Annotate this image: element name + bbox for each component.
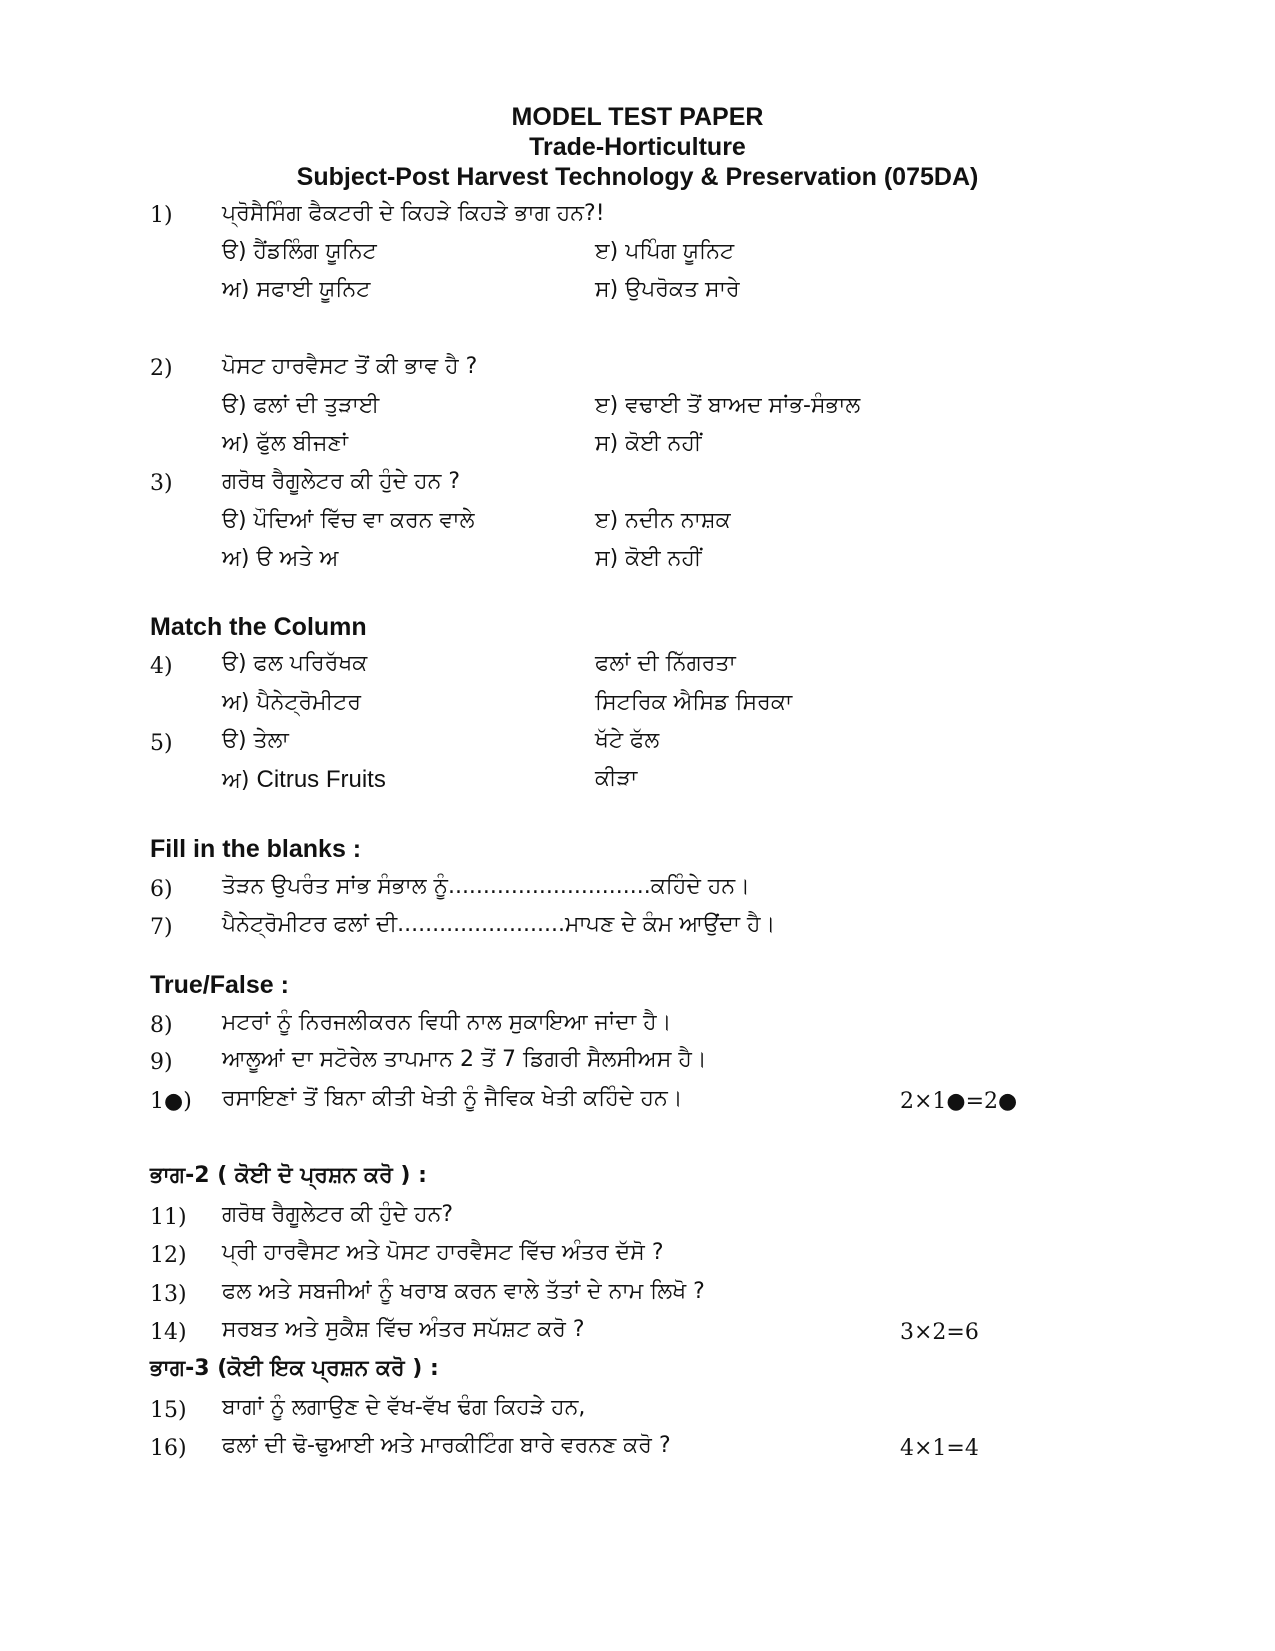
question-text: ਗਰੋਥ ਰੈਗੂਲੇਟਰ ਕੀ ਹੁੰਦੇ ਹਨ ? <box>222 469 461 494</box>
question-number: 16) <box>150 1436 187 1461</box>
question-number: 1●) <box>150 1089 192 1114</box>
question-number: 13) <box>150 1282 187 1307</box>
option-b: ਅ) ੳ ਅਤੇ ਅ <box>222 546 339 571</box>
question-text: ਫਲਾਂ ਦੀ ਢੋ-ਢੁਆਈ ਅਤੇ ਮਾਰਕੀਟਿੰਗ ਬਾਰੇ ਵਰਨਣ ਕਰੋ ? <box>222 1433 671 1458</box>
question-number: 2) <box>150 356 173 381</box>
marks-label: 2×1●=2● <box>900 1089 1018 1114</box>
option-a: ੳ) ਫਲਾਂ ਦੀ ਤੁੜਾਈ <box>222 393 380 418</box>
match-left-item: ਅ) ਪੈਨੇਟ੍ਰੋਮੀਟਰ <box>222 690 362 715</box>
marks-label: 4×1=4 <box>900 1436 979 1461</box>
paper-title: MODEL TEST PAPER <box>511 103 764 131</box>
question-text: ਮਟਰਾਂ ਨੂੰ ਨਿਰਜਲੀਕਰਨ ਵਿਧੀ ਨਾਲ ਸੁਕਾਇਆ ਜਾਂਦਾ ਹੈ। <box>222 1010 672 1035</box>
question-text: ਤੋੜਨ ਉਪਰੰਤ ਸਾਂਭ ਸੰਭਾਲ ਨੂੰ.............................ਕਹਿੰਦੇ ਹਨ। <box>222 874 750 899</box>
match-right-item: ਕੀੜਾ <box>595 766 638 791</box>
section-heading-fill: Fill in the blanks : <box>150 835 362 863</box>
section-heading-match: Match the Column <box>150 613 367 641</box>
question-text: ਫਲ ਅਤੇ ਸਬਜੀਆਂ ਨੂੰ ਖਰਾਬ ਕਰਨ ਵਾਲੇ ਤੱਤਾਂ ਦੇ ਨਾਮ ਲਿਖੋ ? <box>222 1279 705 1304</box>
citrus-fruits-label: Citrus Fruits <box>256 766 386 793</box>
option-c: ੲ) ਪਪਿੰਗ ਯੂਨਿਟ <box>595 239 735 264</box>
question-text: ਬਾਗਾਂ ਨੂੰ ਲਗਾਉਣ ਦੇ ਵੱਖ-ਵੱਖ ਢੰਗ ਕਿਹੜੇ ਹਨ, <box>222 1395 586 1420</box>
section-heading-part3: ਭਾਗ-3 (ਕੋਈ ਇਕ ਪ੍ਰਸ਼ਨ ਕਰੋ ) : <box>150 1356 439 1381</box>
match-right-item: ਫਲਾਂ ਦੀ ਨਿੱਗਰਤਾ <box>595 651 736 676</box>
option-b: ਅ) ਸਫਾਈ ਯੂਨਿਟ <box>222 277 371 302</box>
option-a: ੳ) ਪੌਦਿਆਂ ਵਿੱਚ ਵਾ ਕਰਨ ਵਾਲੇ <box>222 508 475 533</box>
question-number: 7) <box>150 915 173 940</box>
question-number: 3) <box>150 471 173 496</box>
question-number: 12) <box>150 1243 187 1268</box>
option-c: ੲ) ਵਢਾਈ ਤੋਂ ਬਾਅਦ ਸਾਂਭ-ਸੰਭਾਲ <box>595 393 861 418</box>
question-number: 9) <box>150 1050 173 1075</box>
match-left-item: ੳ) ਤੇਲਾ <box>222 728 289 753</box>
question-text: ਰਸਾਇਣਾਂ ਤੋਂ ਬਿਨਾ ਕੀਤੀ ਖੇਤੀ ਨੂੰ ਜੈਵਿਕ ਖੇਤੀ ਕਹਿੰਦੇ ਹਨ। <box>222 1086 683 1111</box>
section-heading-truefalse: True/False : <box>150 971 289 999</box>
option-d: ਸ) ਕੋਈ ਨਹੀਂ <box>595 546 702 571</box>
question-number: 15) <box>150 1398 187 1423</box>
option-prefix: ਅ) <box>222 768 257 793</box>
question-text: ਸਰਬਤ ਅਤੇ ਸੁਕੈਸ਼ ਵਿੱਚ ਅੰਤਰ ਸਪੱਸ਼ਟ ਕਰੋ ? <box>222 1317 585 1342</box>
match-right-item: ਸਿਟਰਿਕ ਐਸਿਡ ਸਿਰਕਾ <box>595 690 793 715</box>
question-number: 8) <box>150 1013 173 1038</box>
option-b: ਅ) ਫੁੱਲ ਬੀਜਣਾਂ <box>222 431 348 456</box>
question-number: 1) <box>150 203 173 228</box>
question-text: ਪੋਸਟ ਹਾਰਵੈਸਟ ਤੋਂ ਕੀ ਭਾਵ ਹੈ ? <box>222 354 478 379</box>
marks-label: 3×2=6 <box>900 1320 979 1345</box>
question-number: 6) <box>150 877 173 902</box>
match-left-item: ੳ) ਫਲ ਪਰਿਰੱਖਕ <box>222 651 368 676</box>
question-text: ਆਲੂਆਂ ਦਾ ਸਟੋਰੇਲ ਤਾਪਮਾਨ 2 ਤੋਂ 7 ਡਿਗਰੀ ਸੈਲਸੀਅਸ ਹੈ। <box>222 1047 707 1072</box>
trade-line: Trade-Horticulture <box>529 133 746 161</box>
question-number: 11) <box>150 1205 187 1230</box>
option-d: ਸ) ਕੋਈ ਨਹੀਂ <box>595 431 702 456</box>
match-left-item <box>222 766 386 794</box>
question-number: 5) <box>150 731 173 756</box>
question-text: ਪ੍ਰੋਸੈਸਿੰਗ ਫੈਕਟਰੀ ਦੇ ਕਿਹੜੇ ਕਿਹੜੇ ਭਾਗ ਹਨ?! <box>222 201 605 226</box>
question-number: 14) <box>150 1320 187 1345</box>
match-right-item: ਖੱਟੇ ਫੱਲ <box>595 728 660 753</box>
option-d: ਸ) ਉਪਰੋਕਤ ਸਾਰੇ <box>595 277 740 302</box>
question-number: 4) <box>150 654 173 679</box>
section-heading-part2: ਭਾਗ-2 ( ਕੋਈ ਦੋ ਪ੍ਰਸ਼ਨ ਕਰੋ ) : <box>150 1163 427 1188</box>
option-c: ੲ) ਨਦੀਨ ਨਾਸ਼ਕ <box>595 508 731 533</box>
question-text: ਗਰੋਥ ਰੈਗੂਲੇਟਰ ਕੀ ਹੁੰਦੇ ਹਨ? <box>222 1202 454 1227</box>
option-a: ੳ) ਹੈਂਡਲਿੰਗ ਯੂਨਿਟ <box>222 239 377 264</box>
question-text: ਪ੍ਰੀ ਹਾਰਵੈਸਟ ਅਤੇ ਪੋਸਟ ਹਾਰਵੈਸਟ ਵਿੱਚ ਅੰਤਰ ਦੱਸੋ ? <box>222 1240 664 1265</box>
question-text: ਪੈਨੇਟ੍ਰੋਮੀਟਰ ਫਲਾਂ ਦੀ........................ਮਾਪਣ ਦੇ ਕੰਮ ਆਉਂਦਾ ਹੈ। <box>222 912 776 937</box>
subject-line: Subject-Post Harvest Technology & Preservation (075DA) <box>296 163 979 191</box>
